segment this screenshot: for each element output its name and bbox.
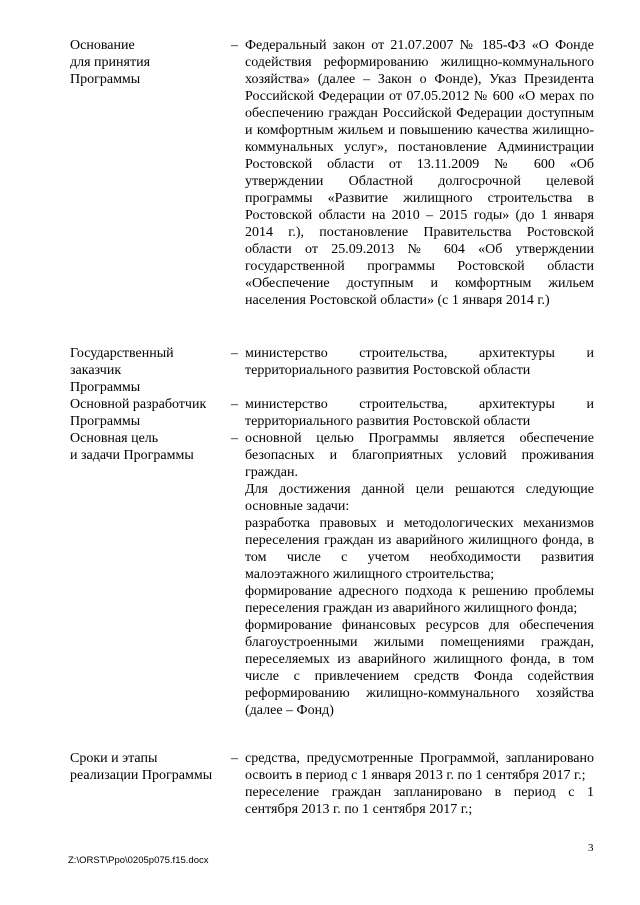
label-text: Основание для принятия Программы — [70, 38, 151, 87]
row-dash: – — [231, 751, 238, 766]
label-text: Сроки и этапы реализации Программы — [70, 751, 213, 783]
row-dash: – — [231, 38, 238, 53]
file-path-footer: Z:\ORST\Ppo\0205p075.f15.docx — [68, 855, 209, 866]
row-content — [245, 345, 594, 379]
row-dash: – — [231, 346, 238, 361]
paragraph: основной целью Программы является обеспечение безопасных и благоприятных условий проживания граждан. — [245, 431, 594, 480]
row-content — [245, 430, 594, 719]
row-content — [245, 750, 594, 818]
paragraph: переселение граждан запланировано в период с 1 сентября 2013 г. по 1 сентября 2017 г.; — [245, 785, 594, 817]
paragraph: Федеральный закон от 21.07.2007 № 185-ФЗ «О Фонде содействия реформированию жилищно-коммунального хозяйства» (далее – Закон о Фонде), Указ Президента Российской Федерации от 07.05.2012 № 600 «О мерах по обеспечению граждан Российской Федерации доступным и комфортным жильем и повышению качества жилищно-коммунальных услуг», постановление Администрации Ростовской области от 13.11.2009 № 600 «Об утверждении Областной долгосрочной целевой программы «Развитие жилищного строительства в Ростовской области на 2010 – 2015 годы» (до 1 января 2014 г.), постановление Правительства Ростовской области от 25.09.2013 № 604 «Об утверждении государственной программы Ростовской области «Обеспечение доступным и комфортным жильем населения Ростовской области» (с 1 января 2014 г.) — [245, 38, 594, 308]
label-text: Основной разработчик Программы — [70, 397, 207, 429]
paragraph: формирование финансовых ресурсов для обеспечения благоустроенными жилыми помещениями граждан, переселяемых из аварийного жилищного фонда, в том числе с привлечением средств Фонда содействия реформированию жилищно-коммунального хозяйства (далее – Фонд) — [245, 618, 594, 718]
paragraph: средства, предусмотренные Программой, запланировано освоить в период с 1 января 2013 г. по 1 сентября 2017 г.; — [245, 751, 594, 783]
row-label — [70, 430, 230, 464]
paragraph: министерство строительства, архитектуры и территориального развития Ростовской области — [245, 346, 594, 378]
row-dash: – — [231, 431, 238, 446]
page-number: 3 — [588, 842, 594, 854]
row-content — [245, 37, 594, 309]
paragraph: Для достижения данной цели решаются следующие основные задачи: — [245, 482, 594, 514]
row-content — [245, 396, 594, 430]
paragraph: разработка правовых и методологических механизмов переселения граждан из аварийного жилищного фонда, в том числе с учетом необходимости развития малоэтажного жилищного строительства; — [245, 516, 594, 582]
row-label — [70, 37, 230, 88]
paragraph: министерство строительства, архитектуры и территориального развития Ростовской области — [245, 397, 594, 429]
row-label — [70, 396, 230, 430]
label-text: Государственный заказчик Программы — [70, 346, 174, 395]
row-label — [70, 750, 230, 784]
row-dash: – — [231, 397, 238, 412]
paragraph: формирование адресного подхода к решению проблемы переселения граждан из аварийного жилищного фонда; — [245, 584, 594, 616]
row-label — [70, 345, 230, 396]
label-text: Основная цель и задачи Программы — [70, 431, 194, 463]
